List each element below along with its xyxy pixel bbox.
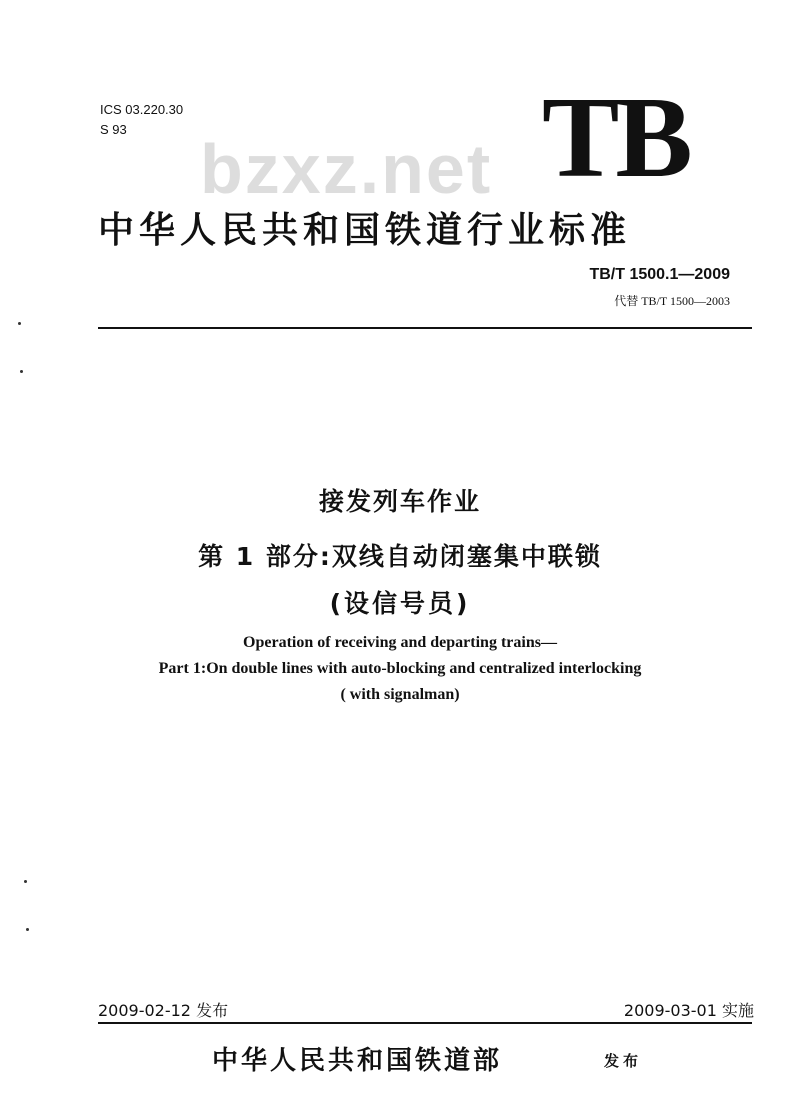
title-zh-line1: 接发列车作业 (318, 487, 481, 516)
watermark: bzxz.net (200, 130, 493, 208)
footer-rule (98, 1022, 752, 1024)
issue-date: 2009-02-12 发布 (98, 1001, 229, 1020)
title-zh-line2: 第 1 部分:双线自动闭塞集中联锁 (198, 542, 602, 571)
issuer-suffix: 发布 (604, 1052, 643, 1070)
spine-area (10, 100, 30, 300)
title-en-line3: ( with signalman) (340, 686, 460, 703)
title-en-line2: Part 1:On double lines with auto-blocking and centralized interlocking (158, 660, 642, 677)
implement-date: 2009-03-01 实施 (623, 1001, 754, 1020)
issuer-name: 中华人民共和国铁道部 (212, 1046, 503, 1076)
ics-code: ICS 03.220.30 (100, 102, 184, 117)
standard-number: TB/T 1500.1—2009 (589, 266, 730, 283)
standard-title: 中华人民共和国铁道行业标准 (98, 210, 632, 251)
scan-speck (20, 370, 23, 373)
header-rule (98, 327, 752, 329)
title-en-line1: Operation of receiving and departing trains— (243, 634, 557, 651)
tb-logo: TB (542, 74, 689, 202)
scan-speck (18, 322, 21, 325)
scan-speck (26, 928, 29, 931)
replaces-note: 代替 TB/T 1500—2003 (614, 294, 730, 308)
classification-block (100, 100, 183, 140)
title-zh-line3: (设信号员) (329, 589, 471, 618)
scan-speck (24, 880, 27, 883)
category-code: S 93 (100, 122, 127, 137)
